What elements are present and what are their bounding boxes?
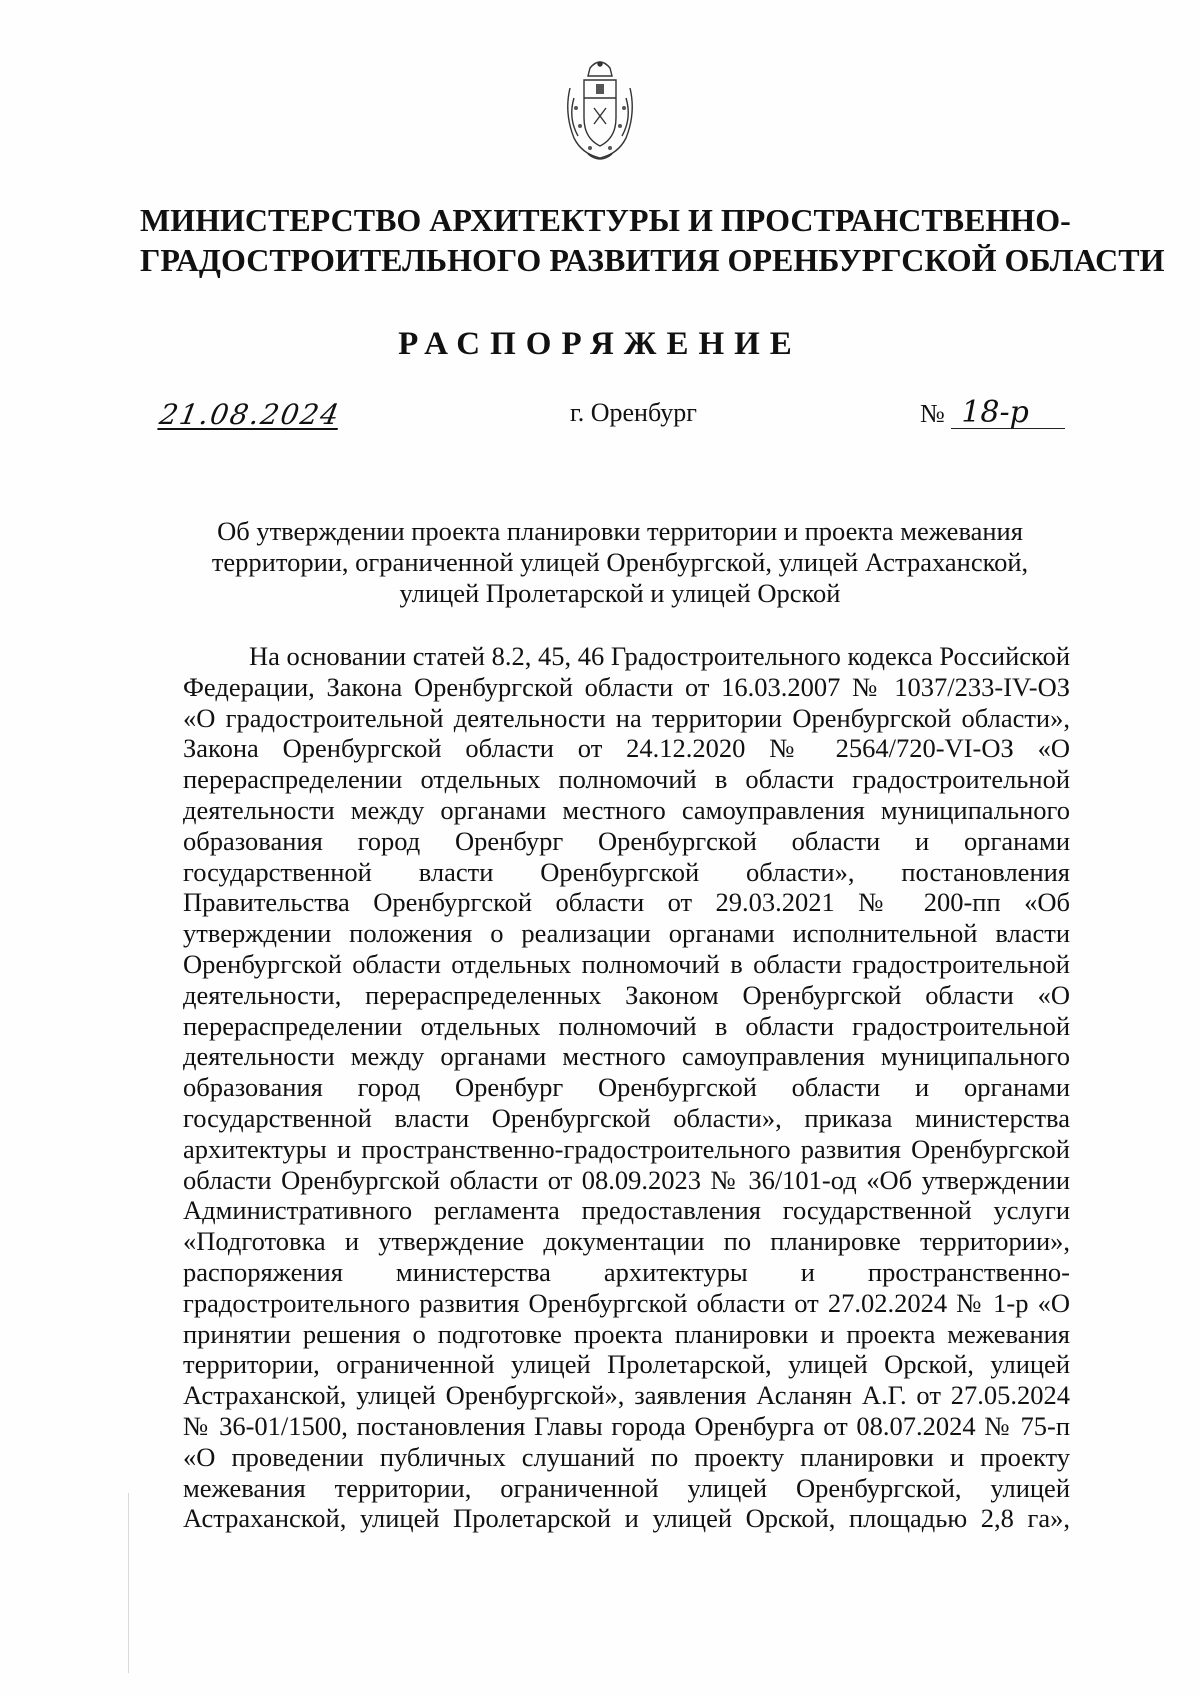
body-line: архитектуры и пространственно-градостроительного развития Оренбургской bbox=[183, 1133, 1070, 1164]
body-line: Правительства Оренбургской области от 29.03.2021 № 200-пп «Об bbox=[183, 887, 1070, 918]
body-line: «Подготовка и утверждение документации по планировке территории», bbox=[183, 1226, 1070, 1257]
body-line: Административного регламента предоставления государственной услуги bbox=[183, 1195, 1070, 1226]
organization-title bbox=[140, 200, 1165, 280]
issue-city: г. Оренбург bbox=[570, 398, 697, 427]
scan-margin-line bbox=[128, 1493, 129, 1673]
handwritten-number: 18-р bbox=[951, 398, 1065, 429]
number-sign: № bbox=[920, 399, 945, 428]
body-line: распоряжения министерства архитектуры и пространственно- bbox=[183, 1256, 1070, 1287]
body-line: деятельности между органами местного самоуправления муниципального bbox=[183, 1041, 1070, 1072]
subject-line: территории, ограниченной улицей Оренбургской, улицей Астраханской, bbox=[211, 547, 1029, 577]
body-line: Астраханской, улицей Пролетарской и улицей Орской, площадью 2,8 га», bbox=[183, 1503, 1070, 1534]
body-line: образования город Оренбург Оренбургской области и органами bbox=[183, 825, 1070, 856]
body-line: деятельности между органами местного самоуправления муниципального bbox=[183, 794, 1070, 825]
body-line: Оренбургской области отдельных полномочий в области градостроительной bbox=[183, 948, 1070, 979]
body-line: образования город Оренбург Оренбургской области и органами bbox=[183, 1072, 1070, 1103]
organization-title-line: ГРАДОСТРОИТЕЛЬНОГО РАЗВИТИЯ ОРЕНБУРГСКОЙ ОБЛАСТИ bbox=[140, 242, 1165, 278]
coat-of-arms-emblem bbox=[560, 58, 640, 168]
body-line: Закона Оренбургской области от 24.12.2020 № 2564/720-VI-ОЗ «О bbox=[183, 733, 1070, 764]
body-line: государственной власти Оренбургской области», приказа министерства bbox=[183, 1102, 1070, 1133]
document-body bbox=[183, 641, 1070, 1534]
document-type-heading: РАСПОРЯЖЕНИЕ bbox=[398, 326, 802, 362]
body-line: государственной власти Оренбургской области», постановления bbox=[183, 856, 1070, 887]
body-line: области Оренбургской области от 08.09.2023 № 36/101-од «Об утверждении bbox=[183, 1164, 1070, 1195]
subject-line: улицей Пролетарской и улицей Орской bbox=[399, 578, 841, 608]
body-line: утверждении положения о реализации органами исполнительной власти bbox=[183, 918, 1070, 949]
body-line: принятии решения о подготовке проекта планировки и проекта межевания bbox=[183, 1318, 1070, 1349]
body-line: На основании статей 8.2, 45, 46 Градостроительного кодекса Российской bbox=[249, 641, 1070, 671]
body-line: «О проведении публичных слушаний по проекту планировки и проекту bbox=[183, 1441, 1070, 1472]
handwritten-date: 21.08.2024 bbox=[157, 398, 344, 431]
body-line: Астраханской, улицей Оренбургской», заявления Асланян А.Г. от 27.05.2024 bbox=[183, 1380, 1070, 1411]
body-line: деятельности, перераспределенных Законом Оренбургской области «О bbox=[183, 979, 1070, 1010]
subject-line: Об утверждении проекта планировки территории и проекта межевания bbox=[217, 516, 1023, 546]
organization-title-line: МИНИСТЕРСТВО АРХИТЕКТУРЫ И ПРОСТРАНСТВЕННО- bbox=[140, 202, 1071, 238]
body-line: межевания территории, ограниченной улицей Оренбургской, улицей bbox=[183, 1472, 1070, 1503]
document-number bbox=[920, 395, 1065, 430]
document-subject bbox=[190, 516, 1050, 609]
body-line: градостроительного развития Оренбургской области от 27.02.2024 № 1-р «О bbox=[183, 1287, 1070, 1318]
body-line: перераспределении отдельных полномочий в области градостроительной bbox=[183, 1010, 1070, 1041]
body-line: № 36-01/1500, постановления Главы города Оренбурга от 08.07.2024 № 75-п bbox=[183, 1410, 1070, 1441]
body-line: Федерации, Закона Оренбургской области от 16.03.2007 № 1037/233-IV-ОЗ bbox=[183, 671, 1070, 702]
body-line: перераспределении отдельных полномочий в области градостроительной bbox=[183, 764, 1070, 795]
body-line: «О градостроительной деятельности на территории Оренбургской области», bbox=[183, 702, 1070, 733]
body-line: территории, ограниченной улицей Пролетарской, улицей Орской, улицей bbox=[183, 1349, 1070, 1380]
